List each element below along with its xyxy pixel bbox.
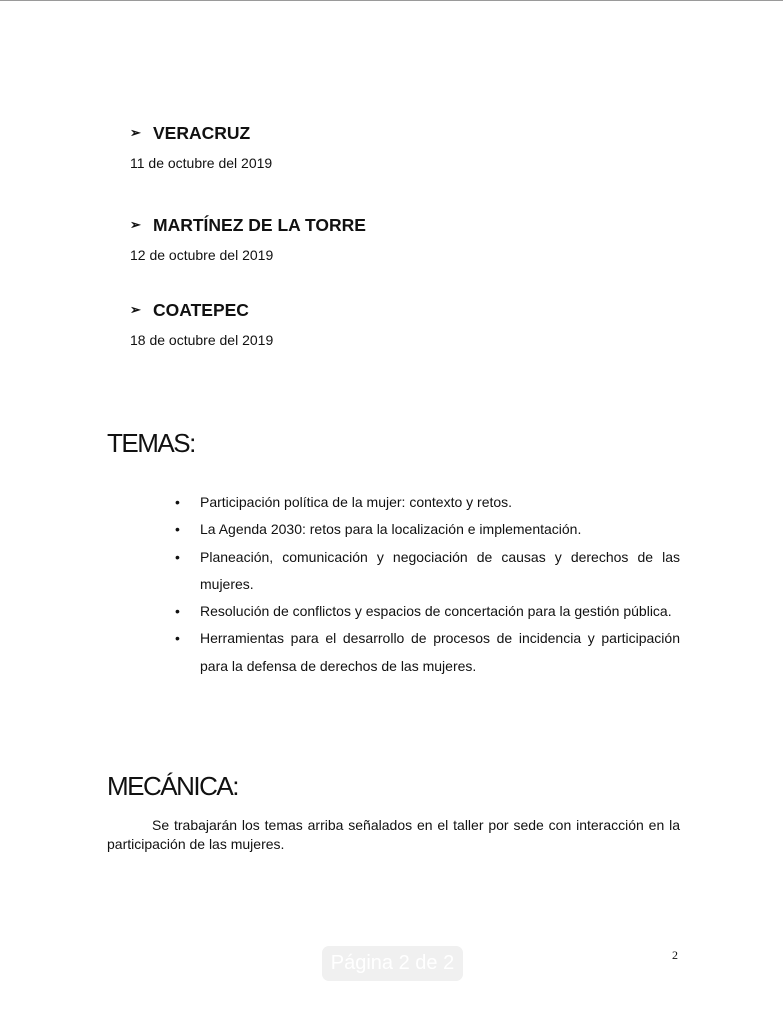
- location-name: COATEPEC: [153, 300, 249, 320]
- bullet-icon: •: [175, 521, 180, 538]
- location-name: VERACRUZ: [153, 123, 251, 143]
- location-veracruz: [130, 123, 272, 171]
- arrow-bullet-icon: ➢: [130, 217, 141, 232]
- list-item: [175, 544, 680, 599]
- location-heading: [130, 215, 366, 235]
- location-date: 18 de octubre del 2019: [130, 332, 274, 348]
- arrow-bullet-icon: ➢: [130, 302, 141, 317]
- mechanics-paragraph: Se trabajarán los temas arriba señalados en el taller por sede con interacción en la participación de las mujeres.: [107, 817, 680, 852]
- bullet-icon: •: [175, 603, 180, 620]
- location-date: 11 de octubre del 2019: [130, 155, 273, 171]
- page-number: 2: [672, 948, 678, 962]
- location-martinez-de-la-torre: [130, 215, 366, 263]
- topics-list: [175, 489, 680, 680]
- topic-text: Planeación, comunicación y negociación de causas y derechos de las mujeres.: [200, 548, 680, 592]
- location-heading: [130, 300, 273, 320]
- list-item: [175, 598, 680, 625]
- bullet-icon: •: [175, 630, 180, 647]
- list-item: [175, 625, 680, 680]
- location-date: 12 de octubre del 2019: [130, 247, 274, 263]
- list-item: [175, 516, 680, 543]
- topic-text: La Agenda 2030: retos para la localización e implementación.: [200, 521, 582, 538]
- topic-text: Participación política de la mujer: contexto y retos.: [200, 494, 513, 510]
- location-coatepec: [130, 300, 273, 348]
- bullet-icon: •: [175, 548, 180, 565]
- topic-text: Herramientas para el desarrollo de procesos de incidencia y participación para la defensa de derechos de las mujeres.: [200, 630, 680, 674]
- topics-heading: TEMAS:: [107, 428, 195, 458]
- arrow-bullet-icon: ➢: [130, 125, 141, 140]
- page-indicator-overlay: Página 2 de 2: [322, 946, 463, 981]
- location-heading: [130, 123, 272, 143]
- topic-text: Resolución de conflictos y espacios de concertación para la gestión pública.: [200, 603, 672, 620]
- location-name: MARTÍNEZ DE LA TORRE: [153, 215, 366, 235]
- bullet-icon: •: [175, 494, 180, 510]
- mechanics-heading: MECÁNICA:: [107, 771, 238, 801]
- list-item: [175, 489, 680, 516]
